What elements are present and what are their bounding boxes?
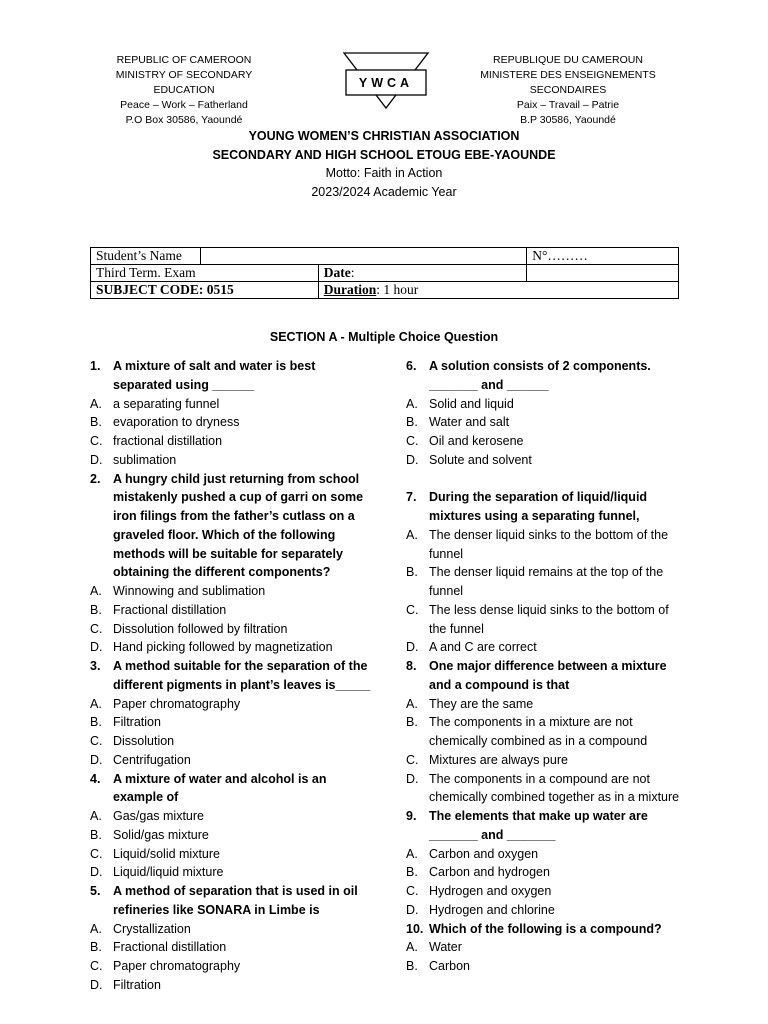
option-letter: B. [90,940,102,955]
question-number: 7. [406,490,417,505]
question-text: The elements that make up water are _______ and _______ [429,809,648,842]
option-letter: A. [90,396,102,411]
answer-option[interactable] [90,713,372,732]
answer-option[interactable] [90,957,372,976]
option-letter: B. [90,827,102,842]
header-left-line: MINISTRY OF SECONDARY [115,69,253,81]
option-letter: A. [90,809,102,823]
question-number: 5. [90,884,101,898]
option-letter: C. [406,602,419,617]
question [90,470,372,583]
school-subtitle: SECONDARY AND HIGH SCHOOL ETOUG EBE-YAOUNDE [212,147,556,162]
answer-option[interactable] [406,395,686,414]
option-letter: B. [90,602,102,617]
question-number: 4. [90,771,101,786]
ywca-logo [330,50,442,110]
option-text: A and C are correct [429,640,537,655]
header-right-line: MINISTERE DES ENSEIGNEMENTS [480,69,656,81]
question-text: A method of separation that is used in oil refineries like SONARA in Limbe is [113,884,358,917]
header-right-line: B.P 30586, Yaoundé [520,114,616,126]
academic-year: 2023/2024 Academic Year [311,184,457,199]
questions-left-column [90,357,372,995]
answer-option[interactable] [90,451,372,470]
duration-field [318,282,678,299]
option-letter: D. [90,640,103,655]
answer-option[interactable] [406,863,686,882]
option-text: Centrifugation [113,752,191,767]
option-text: evaporation to dryness [113,415,240,430]
option-letter: B. [90,715,102,730]
header-left-block [84,53,284,126]
question-number: 9. [406,809,417,823]
option-letter: C. [90,621,103,636]
answer-option[interactable] [90,695,372,714]
answer-option[interactable] [90,582,372,601]
option-text: The components in a compound are not chemically combined together as in a mixture [429,771,680,805]
exam-label: Third Term. Exam [91,265,319,282]
section-title: SECTION A - Multiple Choice Question [269,330,499,344]
answer-option[interactable] [406,938,686,957]
option-letter: D. [90,977,103,992]
student-name-label: Student’s Name [91,248,201,265]
question-text: A mixture of water and alcohol is an example of [113,771,327,805]
school-heading [0,127,768,201]
answer-option[interactable] [90,826,372,845]
option-text: Hydrogen and oxygen [429,884,552,898]
option-text: Gas/gas mixture [113,809,205,823]
answer-option[interactable] [406,451,686,470]
option-letter: A. [90,696,102,711]
option-text: Carbon [429,959,470,973]
answer-option[interactable] [406,713,686,751]
option-letter: A. [406,696,418,711]
date-field[interactable] [318,265,527,282]
answer-option[interactable] [90,413,372,432]
answer-option[interactable] [406,751,686,770]
duration-label: Duration [323,282,377,297]
question [406,357,686,395]
question [406,488,686,526]
question-text: A mixture of salt and water is best separated using ______ [113,359,316,392]
option-letter: A. [90,584,102,598]
question-number: 3. [90,659,101,673]
option-letter: B. [406,565,418,580]
option-letter: D. [90,752,103,767]
question [90,657,372,695]
answer-option[interactable] [90,732,372,751]
question [406,920,686,939]
answer-option[interactable] [406,845,686,864]
option-letter: D. [406,640,419,655]
answer-option[interactable] [90,863,372,882]
answer-option[interactable] [90,432,372,451]
question-text: Which of the following is a compound? [429,921,662,936]
option-letter: D. [406,771,419,786]
questions-right-column [406,357,686,976]
question-text: During the separation of liquid/liquid mixtures using a separating funnel, [429,490,648,523]
question [90,357,372,395]
header-right-line: SECONDAIRES [529,84,607,96]
option-letter: D. [406,902,419,917]
option-text: Filtration [113,715,161,730]
question-text: A solution consists of 2 components. _______ and ______ [429,359,651,392]
answer-option[interactable] [90,976,372,995]
option-text: Crystallization [113,921,191,936]
option-text: The less dense liquid sinks to the bottom of the funnel [429,602,669,636]
option-text: Dissolution [113,734,175,748]
question-spacer [406,470,686,489]
option-text: Carbon and oxygen [429,846,539,861]
question-text: One major difference between a mixture and a compound is that [429,659,667,692]
option-text: Carbon and hydrogen [429,865,550,880]
option-letter: B. [406,959,418,973]
option-text: Solute and solvent [429,452,532,467]
header-left-line: P.O Box 30586, Yaoundé [125,114,243,126]
answer-option[interactable] [90,938,372,957]
option-letter: B. [406,865,418,880]
option-text: Oil and kerosene [429,434,524,448]
answer-option[interactable] [406,413,686,432]
answer-option[interactable] [406,432,686,451]
question-number: 8. [406,659,417,673]
answer-option[interactable] [406,695,686,714]
answer-option[interactable] [406,882,686,901]
answer-option[interactable] [406,901,686,920]
option-letter: C. [406,884,419,898]
answer-option[interactable] [406,563,686,601]
option-letter: B. [406,415,418,430]
option-text: The components in a mixture are not chemically combined as in a compound [429,715,648,748]
answer-option[interactable] [406,638,686,657]
question-number: 6. [406,359,417,373]
date-colon: : [350,265,355,280]
option-letter: C. [90,846,103,861]
answer-option[interactable] [90,601,372,620]
option-letter: A. [406,527,418,542]
option-letter: A. [406,940,418,955]
option-text: Liquid/solid mixture [113,846,220,861]
option-text: Fractional distillation [113,940,227,955]
question-text: A method suitable for the separation of the different pigments in plant’s leaves is_____ [113,659,371,692]
option-text: They are the same [429,696,534,711]
option-letter: D. [406,452,419,467]
logo-text: YWCA [358,76,414,90]
option-text: Paper chromatography [113,959,241,973]
subject-code: SUBJECT CODE: 0515 [91,282,319,299]
answer-option[interactable] [406,957,686,976]
answer-option[interactable] [406,601,686,639]
question-number: 2. [90,471,101,486]
header-left-line: REPUBLIC OF CAMEROON [116,54,252,66]
option-text: Filtration [113,977,161,992]
option-letter: D. [90,452,103,467]
question [90,770,372,808]
option-text: Paper chromatography [113,696,241,711]
option-text: Solid/gas mixture [113,827,209,842]
answer-option[interactable] [90,807,372,826]
option-letter: A. [406,396,418,411]
option-letter: A. [90,921,102,936]
option-text: Dissolution followed by filtration [113,621,288,636]
option-text: Water [429,940,462,955]
option-text: Hand picking followed by magnetization [113,640,333,655]
answer-option[interactable] [90,920,372,939]
answer-option[interactable] [90,395,372,414]
option-text: fractional distillation [113,434,223,448]
option-text: The denser liquid remains at the top of the funnel [429,565,664,598]
answer-option[interactable] [90,751,372,770]
answer-option[interactable] [90,620,372,639]
answer-option[interactable] [406,526,686,564]
option-text: Fractional distillation [113,602,227,617]
date-label: Date [323,265,351,280]
option-letter: B. [90,415,102,430]
student-name-field[interactable] [200,248,526,265]
option-letter: C. [406,752,419,767]
school-name: YOUNG WOMEN’S CHRISTIAN ASSOCIATION [248,129,520,143]
option-text: a separating funnel [113,396,220,411]
question-number: 10. [406,921,424,936]
answer-option[interactable] [90,638,372,657]
answer-option[interactable] [406,770,686,808]
header-right-line: REPUBLIQUE DU CAMEROUN [493,54,643,66]
duration-value: : 1 hour [376,282,419,297]
option-letter: D. [90,865,103,880]
answer-option[interactable] [90,845,372,864]
option-text: Winnowing and sublimation [113,584,266,598]
question-number: 1. [90,359,101,373]
header-left-line: Peace – Work – Fatherland [120,99,248,111]
question-text: A hungry child just returning from school mistakenly pushed a cup of garri on some iron filings from the father’s cutlass on a graveled floor. Which of the following methods will be suitable for separately obtaining the different components? [113,471,364,580]
school-motto: Motto: Faith in Action [325,166,443,180]
option-text: Water and salt [429,415,510,430]
option-text: Liquid/liquid mixture [113,865,224,880]
date-value-field[interactable] [527,265,679,282]
question [406,807,686,845]
student-info-table [90,247,679,299]
header-left-line: EDUCATION [153,84,215,96]
header-right-block [468,53,668,126]
option-text: Solid and liquid [429,396,514,411]
header-right-line: Paix – Travail – Patrie [516,99,620,111]
option-letter: C. [406,434,419,448]
option-letter: C. [90,734,103,748]
option-text: sublimation [113,452,177,467]
student-number-field[interactable]: N°……… [527,248,679,265]
option-letter: B. [406,715,418,730]
question [406,657,686,695]
option-letter: C. [90,434,103,448]
option-text: Hydrogen and chlorine [429,902,555,917]
question [90,882,372,920]
option-text: Mixtures are always pure [429,752,568,767]
option-letter: A. [406,846,418,861]
option-letter: C. [90,959,103,973]
option-text: The denser liquid sinks to the bottom of the funnel [429,527,669,561]
